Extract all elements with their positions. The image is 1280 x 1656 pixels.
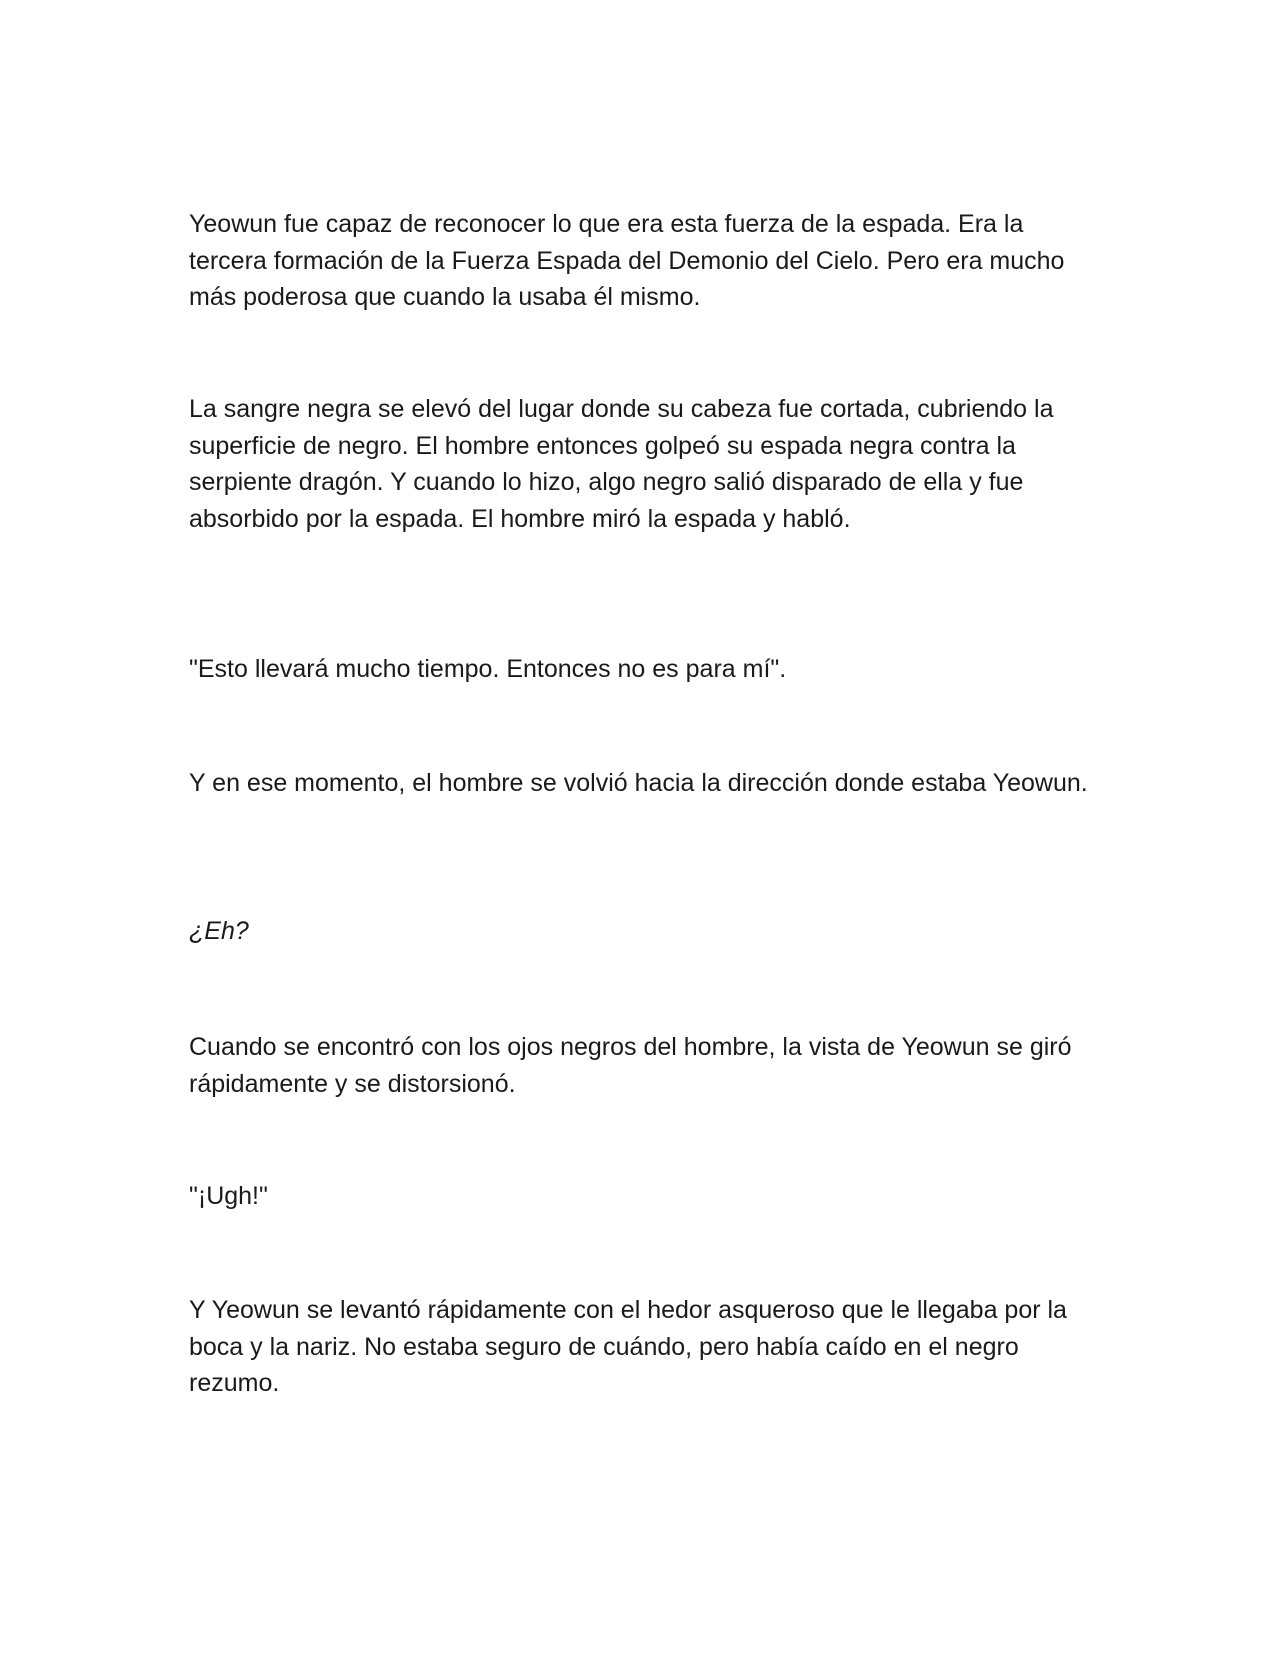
paragraph-7: "¡Ugh!" xyxy=(189,1182,268,1210)
paragraph-5: ¿Eh? xyxy=(189,917,249,945)
paragraph-6: Cuando se encontró con los ojos negros del hombre, la vista de Yeowun se giró rápidamente y se distorsionó. xyxy=(189,1033,1072,1098)
paragraph-2: La sangre negra se elevó del lugar donde su cabeza fue cortada, cubriendo la superficie de negro. El hombre entonces golpeó su espada negra contra la serpiente dragón. Y cuando lo hizo, algo negro salió disparado de ella y fue absorbido por la espada. El hombre miró la espada y habló. xyxy=(189,395,1054,533)
paragraph-1: Yeowun fue capaz de reconocer lo que era esta fuerza de la espada. Era la tercera formación de la Fuerza Espada del Demonio del Cielo. Pero era mucho más poderosa que cuando la usaba él mismo. xyxy=(189,210,1065,311)
paragraph-8: Y Yeowun se levantó rápidamente con el hedor asqueroso que le llegaba por la boca y la nariz. No estaba seguro de cuándo, pero había caído en el negro rezumo. xyxy=(189,1296,1067,1397)
paragraph-4: Y en ese momento, el hombre se volvió hacia la dirección donde estaba Yeowun. xyxy=(189,769,1088,797)
paragraph-3: "Esto llevará mucho tiempo. Entonces no es para mí". xyxy=(189,655,787,683)
